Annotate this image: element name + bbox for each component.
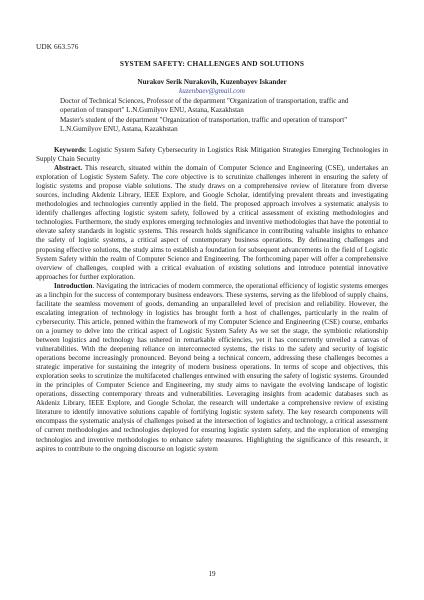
page-number: 19 bbox=[208, 570, 216, 578]
keywords-text: : Logistic System Safety Cybersecurity in Logistics Risk Mitigation Strategies Emerging Technologies in Supply Chain Security bbox=[36, 146, 388, 164]
paper-title: SYSTEM SAFETY: CHALLENGES AND SOLUTIONS bbox=[119, 59, 305, 68]
abstract-text: This research, situated within the domain of Computer Science and Engineering (CSE), undertakes an exploration of Logistic System Safety. The core objective is to scrutinize challenges inherent in ensuring the safety of logistic systems and propose viable solutions. The study draws on a comprehensive review of literature from diverse sources, including Akdeniz Library, IEEE Explore, and Google Scholar, identifying prevalent threats and investigating methodologies and technologies currently applied in the field. The proposed approach involves a systematic analysis to identify challenges affecting logistic system safety, followed by a critical assessment of existing methodologies and technologies. Furthermore, the study explores emerging technologies and inventive methodologies that have the potential to elevate safety standards in logistic systems. This research holds significance in contributing valuable insights to enhance the safety of logistic systems, a critical aspect of contemporary business operations. By delineating challenges and proposing effective solutions, the study aims to establish a foundation for subsequent advancements in the field of Logistic System Safety within the realm of Computer Science and Engineering. The forthcoming paper will offer a comprehensive overview of challenges, coupled with a critical evaluation of existing solutions and introduce potential innovative approaches for further exploration. bbox=[36, 164, 388, 281]
keywords-paragraph bbox=[36, 146, 388, 164]
author-names: Nurakov Serik Nurakovih, Kuzenbayev Iskander bbox=[137, 78, 287, 86]
author-email-link[interactable]: kuzenbaev@gmail.com bbox=[179, 87, 245, 95]
paper-body bbox=[36, 146, 388, 454]
keywords-label: Keywords bbox=[54, 146, 85, 154]
abstract-paragraph bbox=[36, 164, 388, 282]
introduction-paragraph bbox=[36, 282, 388, 454]
introduction-text: . Navigating the intricacies of modern commerce, the operational efficiency of logistic systems emerges as a linchpin for the success of contemporary business endeavors. These systems, serving as the lifeblood of supply chains, facilitate the seamless movement of goods, demanding an unparalleled level of precision and reliability. However, the escalating integration of technology in logistics has brought forth a host of challenges, particularly in the realm of cybersecurity. This article, penned within the framework of my Computer Science and Engineering (CSE) course, embarks on a journey to delve into the critical aspect of Logistic System Safety As we set the stage, the symbiotic relationship between logistics and technology has ushered in remarkable efficiencies, yet it has concurrently unveiled a canvas of vulnerabilities. With the deepening reliance on interconnected systems, the risks to the safety and security of logistic operations become increasingly pronounced. Beyond being a technical concern, addressing these challenges becomes a strategic imperative for sustaining the integrity of modern business operations. In terms of scope and objectives, this exploration seeks to scrutinize the multifaceted challenges entwined with ensuring the safety of logistic systems. Grounded in the principles of Computer Science and Engineering, my study aims to navigate the evolving landscape of logistic operations, dissecting contemporary threats and vulnerabilities. Leveraging insights from academic databases such as Akdeniz Library, IEEE Explore, and Google Scholar, the research will undertake a comprehensive review of existing literature to identify innovative solutions capable of fortifying logistic system safety. The key research components will encompass the systematic analysis of challenges poised at the intersection of logistics and technology, a critical assessment of current methodologies and technologies deployed for ensuring logistic system safety, and the exploration of emerging technologies and inventive methodologies to enhance safety measures. Highlighting the significance of this research, it aspires to contribute to the ongoing discourse on logistic system bbox=[36, 281, 388, 453]
introduction-label: Introduction bbox=[54, 281, 93, 290]
affiliation-2: Master's student of the department "Organization of transportation, traffic and operation of transport" L.N.Gumilyov ENU, Astana, Kazakhstan bbox=[60, 116, 348, 133]
udc-code: UDK 663.576 bbox=[36, 42, 79, 51]
affiliation-1: Doctor of Technical Sciences, Professor of the department "Organization of transportation, traffic and operation of transport" L.N.Gumilyov ENU, Astana, Kazakhstan bbox=[60, 97, 349, 114]
abstract-label: Abstract. bbox=[54, 164, 83, 173]
